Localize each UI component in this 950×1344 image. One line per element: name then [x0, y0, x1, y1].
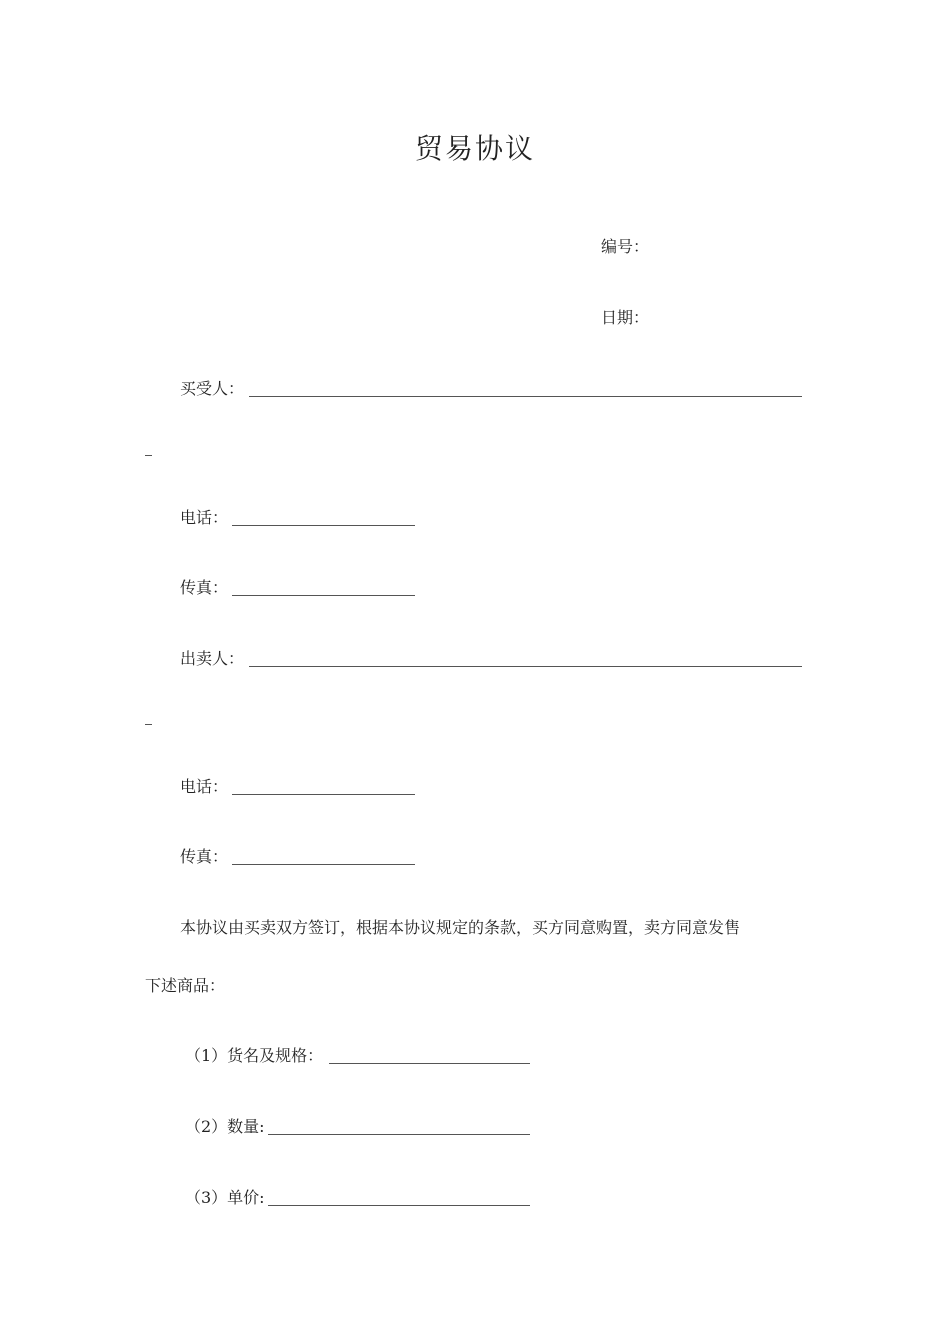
- seller-name-field[interactable]: [249, 666, 802, 667]
- buyer-label: 买受人：: [180, 379, 245, 398]
- item-quantity-field[interactable]: [268, 1134, 530, 1135]
- seller-fax-field[interactable]: [232, 864, 415, 865]
- item-goods-spec-label: （1）货名及规格：: [185, 1046, 324, 1065]
- item-quantity-label: （2）数量:: [185, 1117, 265, 1136]
- item-unit-price-label: （3）单价:: [185, 1188, 265, 1207]
- intro-paragraph-line-1: 本协议由买卖双方签订，根据本协议规定的条款，买方同意购置，卖方同意发售: [180, 918, 741, 937]
- date-label: 日期：: [601, 308, 650, 327]
- buyer-name-field[interactable]: [249, 396, 802, 397]
- item-unit-price-field[interactable]: [268, 1205, 530, 1206]
- item-goods-spec-field[interactable]: [329, 1063, 530, 1064]
- buyer-fax-field[interactable]: [232, 595, 415, 596]
- buyer-fax-label: 传真：: [180, 578, 229, 597]
- number-label: 编号：: [601, 237, 650, 256]
- seller-field-continuation: [145, 724, 152, 725]
- intro-paragraph-line-2: 下述商品：: [145, 976, 226, 995]
- seller-label: 出卖人：: [180, 649, 245, 668]
- seller-fax-label: 传真：: [180, 847, 229, 866]
- seller-phone-field[interactable]: [232, 794, 415, 795]
- buyer-phone-label: 电话：: [180, 508, 229, 527]
- buyer-phone-field[interactable]: [232, 525, 415, 526]
- seller-phone-label: 电话：: [180, 777, 229, 796]
- buyer-field-continuation: [145, 455, 152, 456]
- document-title: 贸易协议: [414, 132, 535, 165]
